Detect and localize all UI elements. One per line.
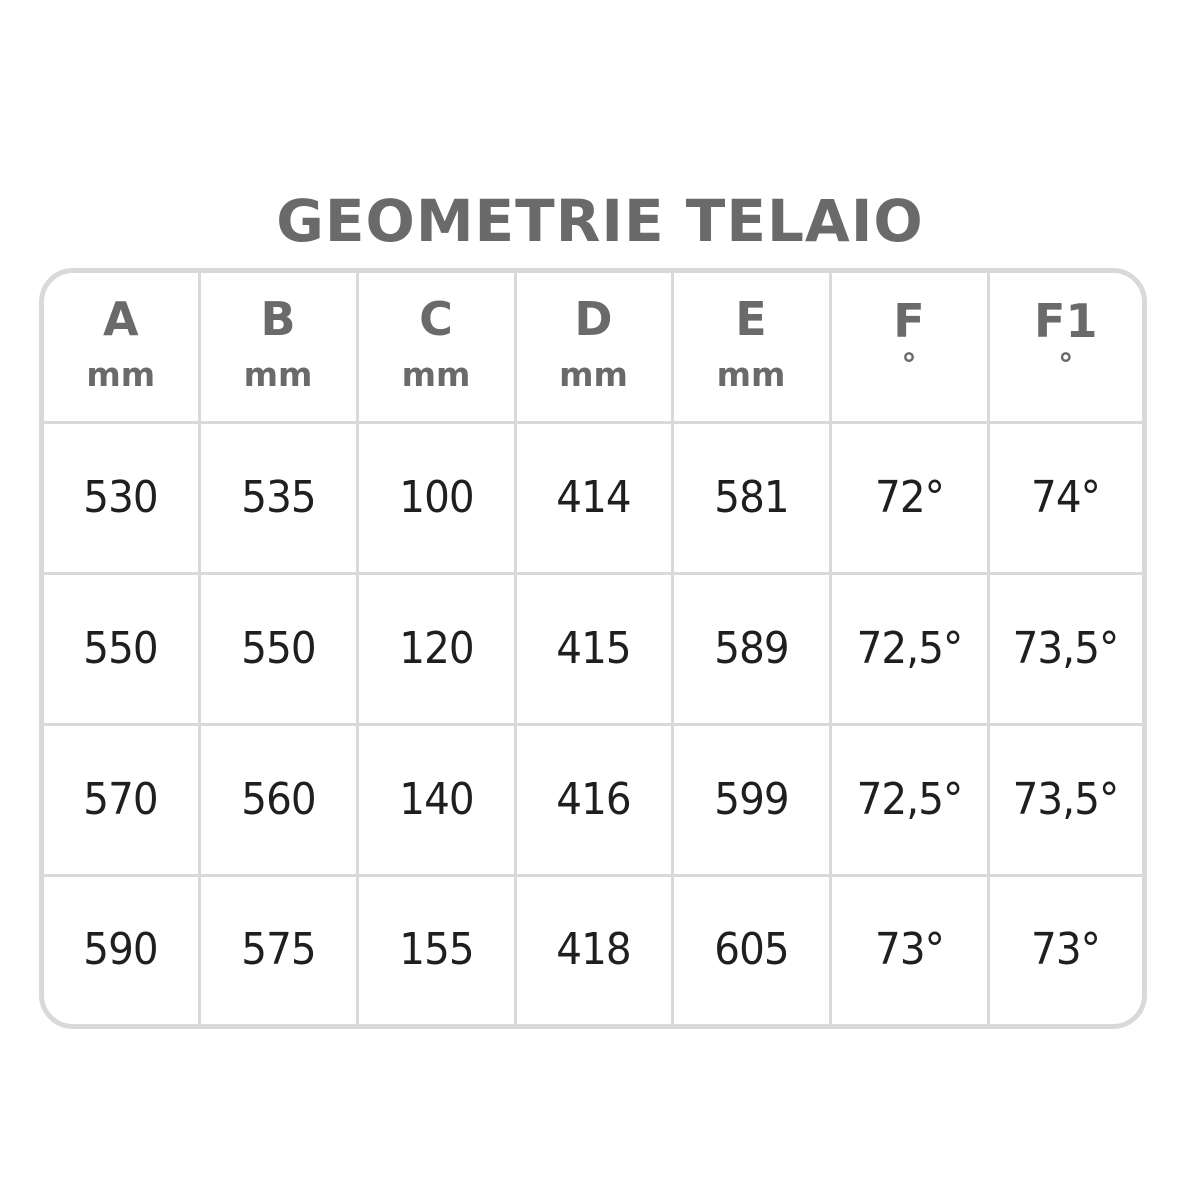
cell-value: 575 [240,924,316,976]
table-cell [515,422,672,573]
column-header-c [357,273,515,422]
cell-value: 415 [556,622,631,674]
cell-value: 416 [556,773,631,825]
cell-value: 414 [556,471,631,523]
cell-value: 535 [240,471,316,523]
table-cell [357,875,515,1024]
cell-value: 72° [874,471,944,523]
cell-value: 73,5° [1012,773,1119,825]
table-header-row [44,273,1142,422]
cell-value: 570 [83,773,158,825]
column-header-a [44,273,199,422]
table-cell [357,422,515,573]
cell-value: 140 [398,773,474,825]
cell-value: 590 [83,924,158,976]
column-unit: mm [243,354,313,394]
column-unit: ° [1058,347,1074,383]
table-row [44,422,1142,573]
cell-value: 599 [713,773,789,825]
table-cell [515,875,672,1024]
geometry-table-frame [39,268,1147,1029]
table-cell [515,724,672,875]
column-label: F [893,293,925,348]
cell-value: 550 [240,622,316,674]
table-cell [199,573,357,724]
cell-value: 530 [83,471,158,523]
table-cell [830,875,988,1024]
table-cell [988,724,1142,875]
table-cell [988,875,1142,1024]
cell-value: 73° [874,924,944,976]
cell-value: 120 [398,622,474,674]
table-cell [44,875,199,1024]
table-cell [44,724,199,875]
cell-value: 72,5° [856,622,962,674]
page-title: GEOMETRIE TELAIO [276,187,924,255]
table-cell [357,724,515,875]
table-cell [44,573,199,724]
table-cell [830,422,988,573]
cell-value: 589 [713,622,789,674]
table-cell [672,573,830,724]
table-cell [199,875,357,1024]
column-label: D [574,291,613,346]
table-cell [44,422,199,573]
table-cell [515,573,672,724]
column-unit: mm [86,354,156,394]
column-header-f [830,273,988,422]
geometry-table [44,273,1142,1024]
cell-value: 560 [240,773,316,825]
table-row [44,875,1142,1024]
column-unit: mm [559,354,628,394]
column-header-b [199,273,357,422]
column-header-f1 [988,273,1142,422]
table-cell [830,573,988,724]
table-cell [199,422,357,573]
table-cell [672,422,830,573]
column-label: E [735,291,767,346]
table-cell [672,875,830,1024]
cell-value: 73° [1031,924,1101,976]
cell-value: 155 [398,924,474,976]
cell-value: 74° [1031,471,1101,523]
column-label: B [260,291,296,346]
table-row [44,724,1142,875]
table-cell [357,573,515,724]
cell-value: 72,5° [856,773,962,825]
cell-value: 581 [713,471,789,523]
cell-value: 605 [713,924,789,976]
column-header-d [515,273,672,422]
column-unit: ° [901,347,917,383]
table-cell [672,724,830,875]
table-cell [988,573,1142,724]
table-cell [830,724,988,875]
column-label: A [102,291,139,346]
table-row [44,573,1142,724]
column-unit: mm [716,354,786,394]
cell-value: 73,5° [1012,622,1119,674]
column-unit: mm [401,354,471,394]
column-header-e [672,273,830,422]
table-cell [988,422,1142,573]
table-cell [199,724,357,875]
column-label: C [419,291,453,346]
column-label: F1 [1034,293,1098,348]
cell-value: 418 [556,924,631,976]
cell-value: 100 [398,471,474,523]
cell-value: 550 [83,622,158,674]
